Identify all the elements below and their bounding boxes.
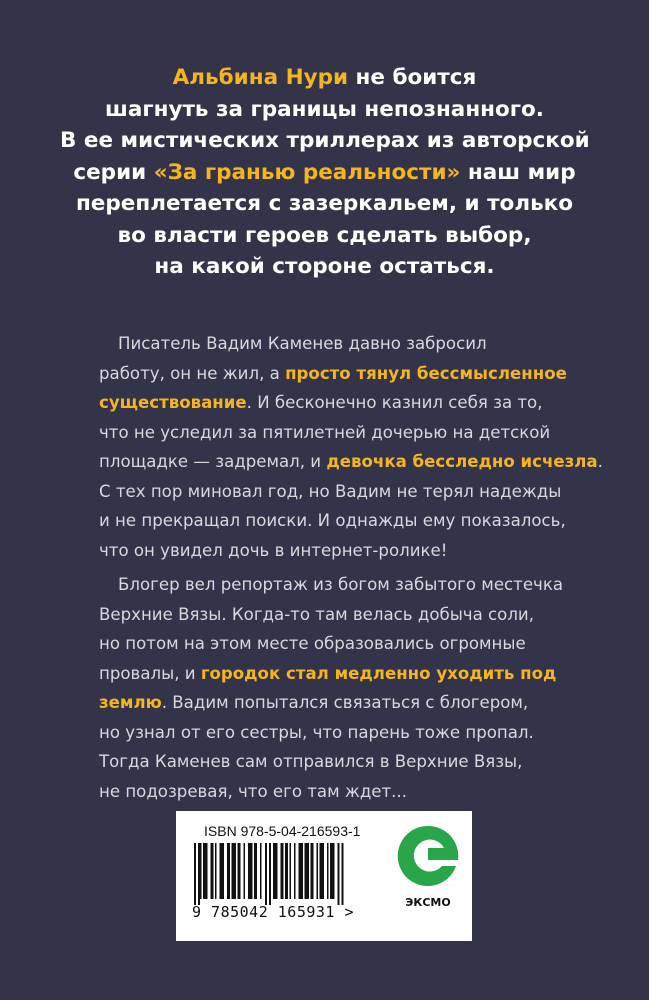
highlighted-text: городок стал медленно уходить под (200, 663, 557, 683)
body-text: Блогер вел репортаж из богом забытого местечка (118, 575, 564, 594)
highlighted-text: существование (99, 393, 247, 412)
paragraph-line (99, 418, 599, 448)
blurb-text: не боится (348, 65, 477, 90)
body-text: Писатель Вадим Каменев давно забросил (118, 334, 487, 353)
blurb-line (60, 220, 589, 252)
body-text: не подозревая, что его там ждет... (99, 781, 408, 801)
blurb-line (60, 188, 589, 220)
paragraph-line (99, 359, 599, 389)
blurb-line (60, 251, 589, 283)
paragraph-line (99, 659, 599, 689)
blurb-line (60, 157, 589, 189)
highlighted-text: девочка бесследно исчезла (326, 452, 598, 471)
body-text: и не прекращал поиски. И однажды ему показалось, (99, 511, 566, 530)
paragraph-line (99, 747, 599, 777)
blurb-text: во власти героев сделать выбор, (117, 222, 532, 248)
paragraph-line (99, 447, 603, 477)
barcode-icon (192, 843, 392, 905)
description-paragraph-2 (99, 570, 599, 806)
body-text: . Вадим попытался связаться с блогером, (161, 693, 529, 712)
body-text: что не уследил за пятилетней дочерью на детской (99, 422, 551, 442)
body-text: но потом на этом месте образовались огромные (99, 634, 526, 653)
isbn-label: ISBN 978-5-04-216593-1 (204, 823, 361, 839)
paragraph-line (99, 718, 599, 748)
blurb-text: на какой стороне остаться. (154, 254, 495, 279)
blurb-text: переплетается с зазеркальем, и только (75, 191, 574, 216)
paragraph-line (99, 570, 599, 600)
blurb-line (60, 94, 589, 126)
body-text: . И бесконечно казнил себя за то, (246, 393, 543, 412)
body-text: работу, он не жил, а (99, 363, 286, 383)
paragraph-line (99, 600, 599, 630)
blurb-text: серии (73, 159, 154, 185)
barcode-digits: 9 785042 165931 > (192, 903, 355, 921)
body-text: площадке — задремал, и (99, 452, 327, 471)
body-text: провалы, и (99, 663, 201, 683)
body-text: Верхние Вязы. Когда-то там велась добыча соли, (99, 604, 534, 624)
paragraph-line (99, 629, 599, 659)
body-text: но узнал от его сестры, что парень тоже пропал. (99, 722, 534, 742)
paragraph-line (99, 688, 599, 718)
blurb-accent-text: «За гранью реальности» (153, 159, 461, 185)
body-text: . (597, 452, 603, 471)
body-text: С тех пор миновал год, но Вадим не терял надежды (99, 481, 562, 501)
barcode (192, 843, 392, 910)
body-text: Тогда Каменев сам отправился в Верхние Вязы, (99, 752, 523, 771)
body-text: что он увидел дочь в интернет-ролике! (99, 540, 448, 560)
highlighted-text: просто тянул бессмысленное (285, 363, 567, 383)
paragraph-line (99, 477, 599, 507)
description-paragraph-1 (99, 329, 603, 565)
blurb-text: шагнуть за границы непознанного. (105, 96, 544, 122)
blurb-line (60, 62, 589, 94)
paragraph-line (99, 777, 599, 807)
highlighted-text: землю (99, 693, 162, 712)
blurb-text: В ее мистических триллерах из авторской (60, 128, 590, 153)
blurb-text: наш мир (460, 159, 576, 185)
blurb-accent-text: Альбина Нури (172, 65, 349, 90)
paragraph-line (99, 506, 599, 536)
paragraph-line (99, 388, 599, 418)
blurb-line (60, 125, 589, 157)
author-blurb (60, 62, 589, 283)
publisher-name: ЭКСМО (405, 896, 451, 909)
paragraph-line (99, 329, 599, 359)
paragraph-line (99, 536, 599, 566)
